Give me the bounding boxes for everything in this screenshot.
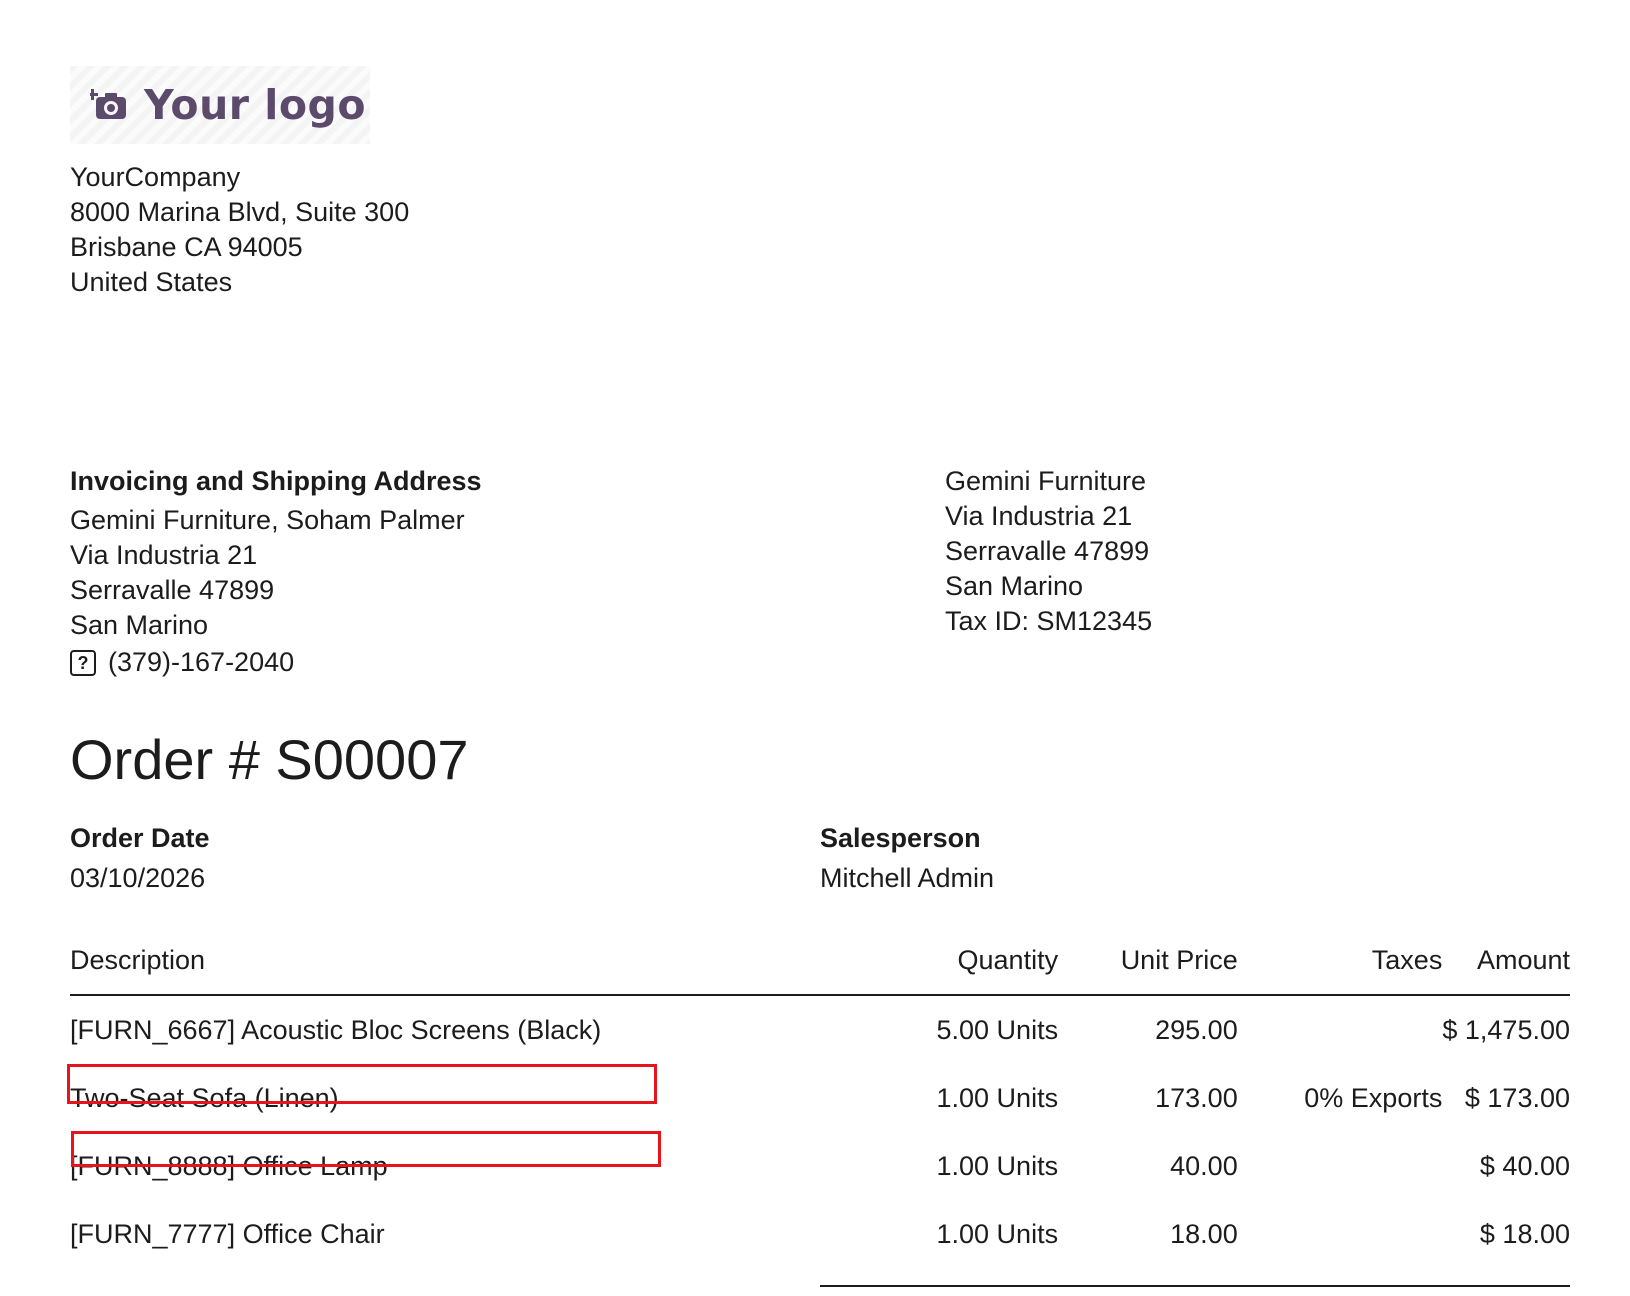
shipping-street: Via Industria 21 <box>70 540 258 570</box>
order-date-label: Order Date <box>70 823 210 853</box>
cell-quantity: 1.00 Units <box>936 1150 1059 1181</box>
header-quantity: Quantity <box>809 945 1058 995</box>
cell-unit-price: 40.00 <box>1170 1150 1238 1181</box>
cell-quantity: 5.00 Units <box>936 1014 1059 1045</box>
cell-taxes: 0% Exports <box>1304 1082 1443 1113</box>
partner-tax-id: Tax ID: SM12345 <box>945 606 1153 636</box>
highlight-box <box>71 1131 661 1167</box>
shipping-country: San Marino <box>70 610 209 640</box>
header-taxes: Taxes <box>1238 945 1443 995</box>
order-date <box>70 818 210 898</box>
salesperson-value: Mitchell Admin <box>820 863 995 893</box>
table-row <box>70 995 1570 1064</box>
cell-amount: $ 1,475.00 <box>1442 1014 1570 1045</box>
partner-name: Gemini Furniture <box>945 466 1147 496</box>
order-lines-table <box>70 945 1570 1268</box>
salesperson-label: Salesperson <box>820 823 981 853</box>
highlight-box <box>67 1064 657 1104</box>
header-unit-price: Unit Price <box>1058 945 1238 995</box>
cell-description: [FURN_6667] Acoustic Bloc Screens (Black) <box>70 1014 602 1045</box>
company-name: YourCompany <box>70 162 241 192</box>
cell-description: Two-Seat Sofa (Linen) <box>70 1082 339 1113</box>
cell-quantity: 1.00 Units <box>936 1218 1059 1249</box>
cell-amount: $ 40.00 <box>1479 1150 1570 1181</box>
shipping-address <box>70 464 482 680</box>
company-street: 8000 Marina Blvd, Suite 300 <box>70 197 410 227</box>
phone-unknown-icon: ? <box>70 650 96 676</box>
partner-country: San Marino <box>945 571 1084 601</box>
table-row <box>70 1200 1570 1268</box>
salesperson <box>820 818 994 898</box>
order-title: Order # S00007 <box>70 728 469 791</box>
cell-unit-price: 295.00 <box>1155 1014 1238 1045</box>
cell-taxes <box>1238 1200 1443 1268</box>
cell-description: [FURN_8888] Office Lamp <box>70 1150 388 1181</box>
cell-amount: $ 173.00 <box>1464 1082 1570 1113</box>
company-address <box>70 160 409 300</box>
logo-text: Your logo <box>144 81 367 129</box>
totals-divider <box>820 1285 1570 1287</box>
partner-address <box>945 464 1152 639</box>
shipping-city: Serravalle 47899 <box>70 575 275 605</box>
cell-unit-price: 18.00 <box>1170 1218 1238 1249</box>
shipping-name: Gemini Furniture, Soham Palmer <box>70 505 465 535</box>
partner-city: Serravalle 47899 <box>945 536 1150 566</box>
header-amount: Amount <box>1442 945 1570 995</box>
cell-quantity: 1.00 Units <box>936 1082 1059 1113</box>
cell-taxes <box>1238 995 1443 1064</box>
order-date-value: 03/10/2026 <box>70 863 206 893</box>
partner-street: Via Industria 21 <box>945 501 1133 531</box>
shipping-phone: (379)-167-2040 <box>108 647 295 677</box>
cell-amount: $ 18.00 <box>1479 1218 1570 1249</box>
table-header-row <box>70 945 1570 995</box>
cell-unit-price: 173.00 <box>1155 1082 1238 1113</box>
company-city: Brisbane CA 94005 <box>70 232 303 262</box>
company-country: United States <box>70 267 233 297</box>
shipping-heading: Invoicing and Shipping Address <box>70 466 482 496</box>
camera-add-icon <box>90 85 130 125</box>
cell-description: [FURN_7777] Office Chair <box>70 1218 385 1249</box>
header-description: Description <box>70 945 809 995</box>
shipping-phone-line <box>70 645 482 680</box>
cell-taxes <box>1238 1132 1443 1200</box>
company-logo <box>70 66 370 144</box>
